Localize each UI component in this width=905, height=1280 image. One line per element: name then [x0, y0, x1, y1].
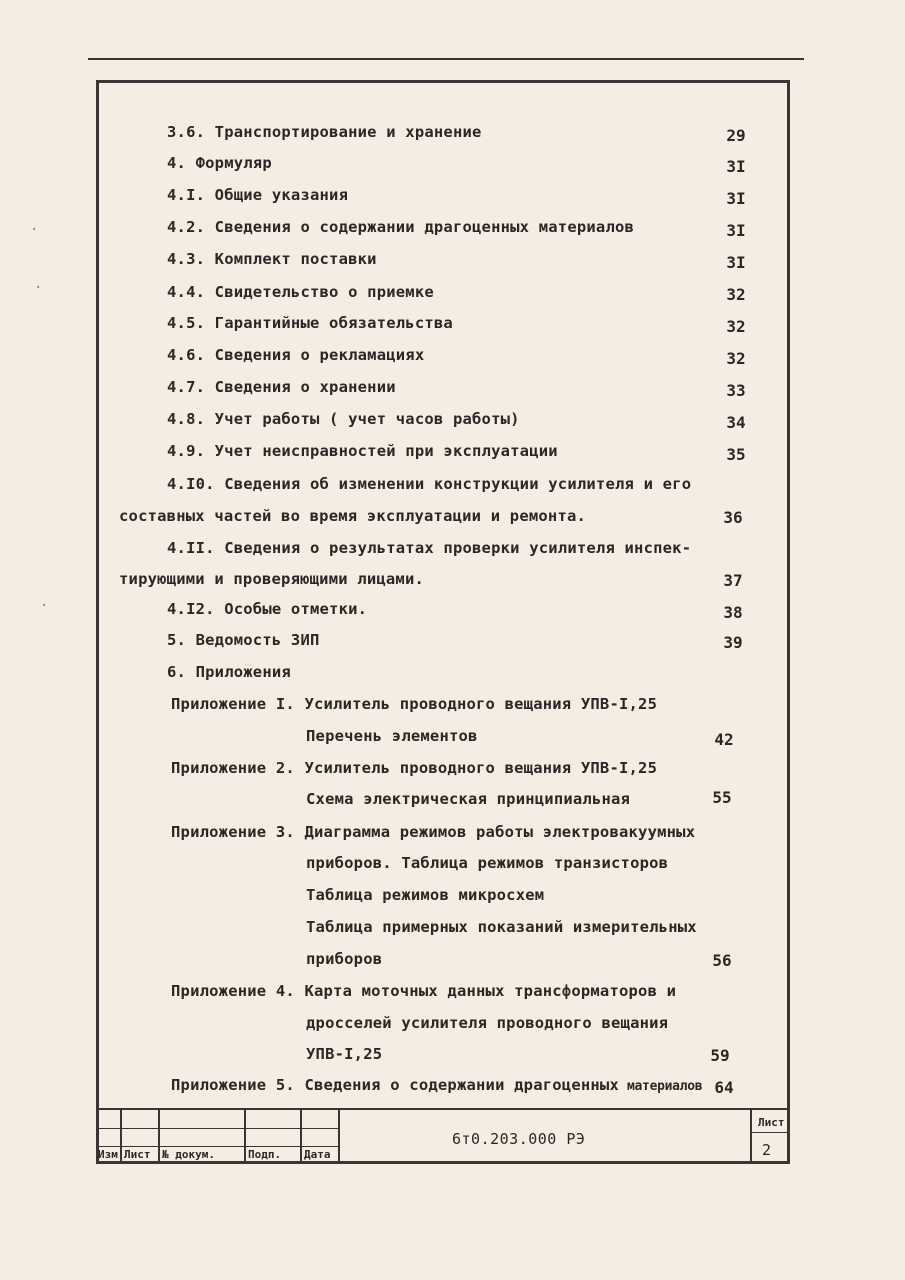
toc-page: 3I	[726, 157, 746, 176]
toc-appendix-4-cont: дросселей усилителя проводного вещания	[306, 1014, 669, 1032]
punch-mark: ·	[40, 598, 49, 614]
toc-appendix-1-cont: Перечень элементов	[306, 727, 478, 745]
title-block-divider	[120, 1110, 122, 1164]
title-block-divider	[338, 1110, 340, 1164]
toc-entry-4-11-cont: тирующими и проверяющими лицами.	[119, 570, 425, 588]
toc-entry-4-10-cont: составных частей во время эксплуатации и ремонта.	[119, 507, 587, 525]
toc-entry-3-6: 3.6. Транспортирование и хранение	[167, 123, 482, 141]
title-block-row-line	[96, 1128, 338, 1129]
toc-appendix-2-cont: Схема электрическая принципиальная	[306, 790, 631, 808]
toc-appendix-4: Приложение 4. Карта моточных данных трансформаторов и	[171, 982, 677, 1000]
toc-page: 29	[726, 126, 746, 145]
toc-appendix-3-cont: Таблица примерных показаний измерительных	[306, 918, 697, 936]
toc-page: 55	[712, 788, 732, 807]
toc-page: 3I	[726, 253, 746, 272]
toc-page: 32	[726, 317, 746, 336]
toc-page: 59	[710, 1046, 730, 1065]
toc-page: 3I	[726, 189, 746, 208]
toc-entry-4-9: 4.9. Учет неисправностей при эксплуатации	[167, 442, 558, 460]
title-block-divider	[244, 1110, 246, 1164]
toc-entry-4-5: 4.5. Гарантийные обязательства	[167, 314, 453, 332]
toc-page: 37	[723, 571, 743, 590]
toc-entry-4-11: 4.II. Сведения о результатах проверки усилителя инспек-	[167, 539, 692, 557]
title-block-divider	[158, 1110, 160, 1164]
title-block-divider	[300, 1110, 302, 1164]
toc-appendix-3-cont: Таблица режимов микросхем	[306, 886, 545, 904]
toc-appendix-5: Приложение 5. Сведения о содержании драгоценных	[171, 1076, 619, 1094]
toc-appendix-3-cont: приборов. Таблица режимов транзисторов	[306, 854, 669, 872]
toc-entry-4-6: 4.6. Сведения о рекламациях	[167, 346, 425, 364]
toc-page: 34	[726, 413, 746, 432]
toc-page: 35	[726, 445, 746, 464]
sheet-label: Лист	[758, 1116, 785, 1129]
toc-appendix-1: Приложение I. Усилитель проводного вещания УПВ-I,25	[171, 695, 658, 713]
toc-entry-4-4: 4.4. Свидетельство о приемке	[167, 283, 434, 301]
toc-entry-5: 5. Ведомость ЗИП	[167, 631, 320, 649]
toc-entry-4: 4. Формуляр	[167, 154, 272, 172]
toc-entry-6: 6. Приложения	[167, 663, 291, 681]
toc-appendix-3-cont: приборов	[306, 950, 383, 968]
document-designation: 6т0.203.000 РЭ	[452, 1130, 586, 1148]
title-block-row-line	[750, 1132, 790, 1133]
toc-page: 3I	[726, 221, 746, 240]
sheet-number: 2	[762, 1141, 772, 1159]
toc-entry-4-12: 4.I2. Особые отметки.	[167, 600, 368, 618]
toc-entry-4-1: 4.I. Общие указания	[167, 186, 349, 204]
toc-page: 56	[712, 951, 732, 970]
toc-appendix-3: Приложение 3. Диаграмма режимов работы электровакуумных	[171, 823, 696, 841]
toc-page: 33	[726, 381, 746, 400]
punch-mark: ·	[34, 280, 43, 296]
toc-page: 38	[723, 603, 743, 622]
toc-appendix-2: Приложение 2. Усилитель проводного вещания УПВ-I,25	[171, 759, 658, 777]
title-block-label-doc-no: № докум.	[162, 1148, 215, 1161]
toc-page: 32	[726, 285, 746, 304]
punch-mark: ·	[30, 222, 39, 238]
toc-entry-4-3: 4.3. Комплект поставки	[167, 250, 377, 268]
title-block-row-line	[96, 1146, 338, 1147]
toc-page: 36	[723, 508, 743, 527]
toc-page: 42	[714, 730, 734, 749]
title-block-label-sign: Подп.	[248, 1148, 282, 1161]
title-block-label-sheet: Лист	[124, 1148, 151, 1161]
toc-appendix-4-cont: УПВ-I,25	[306, 1045, 383, 1063]
toc-page: 39	[723, 633, 743, 652]
title-block-label-date: Дата	[304, 1148, 331, 1161]
toc-entry-4-2: 4.2. Сведения о содержании драгоценных материалов	[167, 218, 635, 236]
toc-entry-4-7: 4.7. Сведения о хранении	[167, 378, 396, 396]
title-block-divider	[750, 1110, 752, 1164]
toc-entry-4-10: 4.I0. Сведения об изменении конструкции усилителя и его	[167, 475, 692, 493]
toc-page: 64	[714, 1078, 734, 1097]
title-block-label-change: Изм	[98, 1148, 118, 1161]
toc-entry-4-8: 4.8. Учет работы ( учет часов работы)	[167, 410, 520, 428]
toc-appendix-5-cont: материалов	[627, 1079, 703, 1094]
toc-page: 32	[726, 349, 746, 368]
